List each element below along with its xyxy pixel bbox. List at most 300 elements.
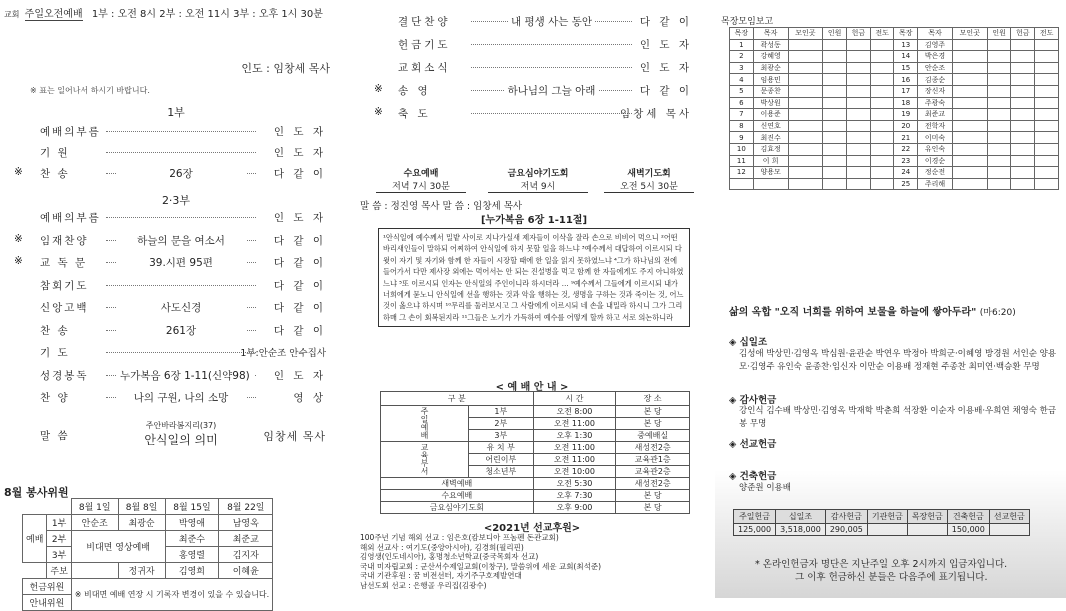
visit-leader: 김효정 bbox=[753, 143, 788, 155]
schedule-group bbox=[381, 406, 469, 442]
visit-header: 모인곳 bbox=[788, 28, 823, 40]
schedule-row bbox=[381, 442, 690, 454]
order-row bbox=[14, 232, 326, 247]
visit-header: 전도 bbox=[870, 28, 894, 40]
visit-empty-cell bbox=[847, 109, 871, 121]
visit-empty-cell bbox=[847, 120, 871, 132]
weekly-title: 새벽기도회 bbox=[627, 169, 671, 179]
visit-number: 13 bbox=[894, 39, 918, 51]
visit-empty-cell bbox=[870, 97, 894, 109]
order-content-text: 39.시편 95편 bbox=[145, 257, 217, 269]
leader: 인도 : 임창세 목사 bbox=[241, 62, 330, 75]
visit-empty-cell bbox=[870, 74, 894, 86]
schedule-time: 오전 11:00 bbox=[533, 454, 616, 466]
thanks-names: 강인식 김수배 박상민·김영옥 박재학 박춘희 석장환 이순자 이용배·우희연 채영숙 한금봉 무명 bbox=[739, 406, 1057, 429]
tithe-label: ◈ 십일조 bbox=[729, 337, 768, 348]
visit-empty-cell bbox=[952, 97, 987, 109]
order-label: 교회소식 bbox=[398, 62, 451, 74]
schedule-place: 새성전2층 bbox=[616, 478, 690, 490]
visit-empty-cell bbox=[987, 120, 1011, 132]
visit-number: 5 bbox=[730, 85, 754, 97]
schedule-name: 금요심야기도회 bbox=[381, 502, 534, 514]
visit-row bbox=[730, 39, 1059, 51]
order-row bbox=[26, 210, 326, 224]
visit-empty-cell bbox=[1011, 39, 1035, 51]
visit-empty-cell bbox=[1011, 120, 1035, 132]
schedule-name: 새벽예배 bbox=[381, 478, 534, 490]
visit-empty-cell bbox=[788, 39, 823, 51]
order-row bbox=[374, 106, 692, 120]
visit-leader: 김영주 bbox=[918, 39, 953, 51]
sermon-series: 주안바라봄지리(37) bbox=[145, 421, 217, 430]
visit-empty-cell bbox=[788, 62, 823, 74]
visit-empty-cell bbox=[788, 85, 823, 97]
name-cell: 이혜윤 bbox=[219, 563, 273, 579]
visit-empty-cell bbox=[1035, 109, 1059, 121]
visit-number: 14 bbox=[894, 51, 918, 63]
visit-empty-cell bbox=[870, 109, 894, 121]
visit-empty-cell bbox=[987, 132, 1011, 144]
schedule-time: 오전 8:00 bbox=[533, 406, 616, 418]
scripture-text: ¹안식일에 예수께서 밀밭 사이로 지나가실새 제자들이 이삭을 잘라 손으로 비비어 먹으니 ²어떤 바리새인들이 말하되 어찌하여 안식일에 하지 못할 일을 하느냐 ³예수께서 대답하여 이르시되 다윗이 자기 및 자기와 함께 한 자들이 시장할 때에 한 일을 읽지 못하였느냐 ⁴그가 하나님의 전에 들어가서 다만 제사장 외에는 먹어서는 안 되는 진설병을 먹고 함께 한 자들에게도 주지 아니하였느냐 ⁵또 이르시되 인자는 안식일의 주인이니라 하시더라 … ⁹예수께서 그들에게 이르시되 내가 너희에게 묻노니 안식일에 선을 행하는 것과 악을 행하는 것, 생명을 구하는 것과 죽이는 것, 어느 것이 옳으냐 하시며 ¹⁰무리를 둘러보시고 그 사람에게 이르시되 네 손을 내밀라 하시니 그가 그리하매 그 손이 회복된지라 ¹¹그들은 노기가 가득하여 예수를 어떻게 할까 하고 서로 의논하니라 bbox=[383, 233, 684, 322]
order-person: 다 같 이 bbox=[273, 234, 326, 247]
group-cell: 예배 bbox=[23, 515, 47, 563]
order-label: 임재찬양 bbox=[40, 234, 89, 247]
visit-leader: 주리해 bbox=[918, 178, 953, 190]
offering-type: 주일헌금 bbox=[734, 510, 776, 524]
dot-leader bbox=[106, 285, 256, 286]
visit-row bbox=[730, 143, 1059, 155]
visit-leader: 장신자 bbox=[918, 85, 953, 97]
name-cell: 정귀자 bbox=[118, 563, 165, 579]
order-content-text: 누가복음 6장 1-11(신약98) bbox=[116, 370, 254, 382]
visit-header: 모인곳 bbox=[952, 28, 987, 40]
visit-empty-cell bbox=[987, 143, 1011, 155]
visit-leader: 최준교 bbox=[918, 109, 953, 121]
visit-leader: 안순조 bbox=[918, 62, 953, 74]
schedule-time: 오전 11:00 bbox=[533, 418, 616, 430]
name-cell: 홍영렬 bbox=[165, 547, 219, 563]
schedule-name: 1부 bbox=[469, 406, 534, 418]
schedule-time: 오후 7:30 bbox=[533, 490, 616, 502]
offering-amount: 3,518,000 bbox=[776, 524, 826, 536]
offering-heading bbox=[729, 303, 1016, 318]
visit-row bbox=[730, 155, 1059, 167]
order-label: 신앙고백 bbox=[40, 302, 89, 314]
schedule-table bbox=[380, 391, 690, 514]
visit-leader: 정순전 bbox=[918, 167, 953, 179]
header-times: 1부 : 오전 8시 2부 : 오전 11시 3부 : 오후 1시 30분 bbox=[91, 9, 323, 20]
order-content bbox=[116, 368, 250, 383]
star-mark: ※ bbox=[14, 255, 23, 267]
visit-empty-cell bbox=[1035, 39, 1059, 51]
visit-empty-cell bbox=[823, 39, 847, 51]
visit-empty-cell bbox=[847, 39, 871, 51]
order-label: 기 원 bbox=[40, 147, 70, 159]
visit-row bbox=[730, 109, 1059, 121]
dot-leader bbox=[471, 113, 632, 114]
offering-panel bbox=[715, 0, 1066, 598]
mission-list bbox=[360, 533, 601, 591]
weekly-time: 오전 5시 30분 bbox=[604, 179, 694, 193]
visit-empty-cell bbox=[788, 132, 823, 144]
schedule-name: 청소년부 bbox=[469, 466, 534, 478]
offering-totals-table bbox=[733, 509, 1030, 536]
schedule-name: 2부 bbox=[469, 418, 534, 430]
offering-type: 십일조 bbox=[776, 510, 826, 524]
order-label: 기 도 bbox=[40, 347, 70, 359]
visit-empty-cell bbox=[847, 51, 871, 63]
order-person: 다 같 이 bbox=[273, 324, 326, 337]
star-mark: ※ bbox=[374, 106, 383, 118]
order-content bbox=[116, 166, 246, 181]
order-label: 찬 양 bbox=[40, 392, 70, 404]
visit-empty-cell bbox=[847, 62, 871, 74]
order-label: 송 영 bbox=[398, 85, 431, 97]
weekly-service-wed bbox=[376, 166, 466, 193]
visit-leader: 임용민 bbox=[753, 74, 788, 86]
order-content bbox=[481, 83, 622, 98]
order-person: 인 도 자 bbox=[639, 39, 692, 51]
visit-empty-cell bbox=[1011, 62, 1035, 74]
visit-empty-cell bbox=[1011, 132, 1035, 144]
order-person: 다 같 이 bbox=[639, 85, 692, 97]
schedule-time: 오후 9:00 bbox=[533, 502, 616, 514]
visit-empty-cell bbox=[1011, 109, 1035, 121]
order-person: 1부:안순조 안수집사 bbox=[240, 348, 326, 359]
building-label: ◈ 건축헌금 bbox=[729, 471, 777, 482]
star-mark: ※ bbox=[14, 232, 23, 245]
name-cell: 최준교 bbox=[219, 531, 273, 547]
visit-number: 16 bbox=[894, 74, 918, 86]
visit-empty-cell bbox=[870, 39, 894, 51]
order-label: 성경봉독 bbox=[40, 369, 89, 382]
visit-number: 17 bbox=[894, 85, 918, 97]
schedule-time: 오후 1:30 bbox=[533, 430, 616, 442]
order-person: 다 같 이 bbox=[273, 279, 326, 292]
offering-amount bbox=[867, 524, 907, 536]
name-cell: 김지자 bbox=[219, 547, 273, 563]
schedule-place: 본 당 bbox=[616, 418, 690, 430]
visit-empty-cell bbox=[952, 120, 987, 132]
visit-leader: 신연호 bbox=[753, 120, 788, 132]
visit-empty-cell bbox=[870, 132, 894, 144]
visit-empty-cell bbox=[1011, 167, 1035, 179]
visit-empty-cell bbox=[870, 143, 894, 155]
extra-role-cell: 헌금위원 bbox=[23, 579, 72, 595]
visit-empty-cell bbox=[823, 85, 847, 97]
schedule-place: 본 당 bbox=[616, 406, 690, 418]
visit-number: 9 bbox=[730, 132, 754, 144]
visit-leader: 이경순 bbox=[918, 155, 953, 167]
visit-row bbox=[730, 74, 1059, 86]
visit-empty-cell bbox=[1011, 51, 1035, 63]
visit-leader: 박상원 bbox=[753, 97, 788, 109]
visit-leader: 이미숙 bbox=[918, 132, 953, 144]
visit-empty-cell bbox=[823, 120, 847, 132]
order-label: 참회기도 bbox=[40, 279, 89, 292]
visit-empty-cell bbox=[987, 39, 1011, 51]
service-committee-table bbox=[22, 498, 273, 611]
name-cell: 김영희 bbox=[165, 563, 219, 579]
schedule-row bbox=[381, 478, 690, 490]
star-mark: ※ bbox=[374, 83, 383, 95]
order-person: 다 같 이 bbox=[273, 257, 326, 269]
name-cell: 최광순 bbox=[118, 515, 165, 531]
order-content-text: 하나님의 그늘 아래 bbox=[505, 85, 599, 97]
visit-empty-cell bbox=[847, 178, 871, 190]
standing-note: ※ 표는 일어나서 하시기 바랍니다. bbox=[30, 86, 150, 95]
visit-number: 6 bbox=[730, 97, 754, 109]
visit-number: 15 bbox=[894, 62, 918, 74]
schedule-place: 새성전2층 bbox=[616, 442, 690, 454]
visit-empty-cell bbox=[952, 132, 987, 144]
order-content bbox=[116, 390, 246, 405]
mission-line: 국내 미자립교회 : 군산서수제일교회(이창구), 말씀위에 세운 교회(최석준) bbox=[360, 561, 602, 571]
visit-row bbox=[730, 97, 1059, 109]
visit-empty-cell bbox=[952, 109, 987, 121]
visit-empty-cell bbox=[1011, 74, 1035, 86]
order-row bbox=[26, 390, 326, 404]
visit-empty-cell bbox=[987, 51, 1011, 63]
order-label: 찬 송 bbox=[40, 168, 70, 180]
order-content bbox=[116, 255, 246, 270]
name-cell bbox=[71, 563, 118, 579]
worship-order-continued-panel bbox=[356, 0, 708, 598]
visit-row bbox=[730, 132, 1059, 144]
visit-empty-cell bbox=[952, 74, 987, 86]
visit-number: 3 bbox=[730, 62, 754, 74]
visit-empty-cell bbox=[952, 51, 987, 63]
dot-leader bbox=[106, 352, 256, 353]
visit-empty-cell bbox=[870, 85, 894, 97]
visit-row bbox=[730, 85, 1059, 97]
notice-line: * 온라인헌금자 명단은 지난주일 오후 2시까지 입금자입니다. bbox=[755, 559, 1008, 570]
visit-row bbox=[730, 62, 1059, 74]
schedule-time: 오전 5:30 bbox=[533, 478, 616, 490]
header-title: 주일오전예배 bbox=[24, 9, 83, 20]
order-label: 교 독 문 bbox=[40, 257, 88, 269]
schedule-header: 장 소 bbox=[616, 392, 690, 406]
visit-empty-cell bbox=[1035, 120, 1059, 132]
visit-number: 8 bbox=[730, 120, 754, 132]
order-row bbox=[26, 278, 326, 292]
visit-empty-cell bbox=[823, 62, 847, 74]
visit-leader: 유인숙 bbox=[918, 143, 953, 155]
offering-type: 선교헌금 bbox=[989, 510, 1029, 524]
schedule-header: 구 분 bbox=[381, 392, 534, 406]
visit-empty-cell bbox=[952, 39, 987, 51]
schedule-place: 본 당 bbox=[616, 502, 690, 514]
order-person: 임창세 목사 bbox=[619, 108, 692, 120]
order-row bbox=[386, 60, 692, 74]
schedule-place: 교육관2층 bbox=[616, 466, 690, 478]
name-cell: 안순조 bbox=[71, 515, 118, 531]
service-note: ※ 비대면 예배 연장 시 기록자 변경이 있을 수 있습니다. bbox=[71, 579, 272, 611]
order-row bbox=[14, 255, 326, 269]
date-cell: 8월 8일 bbox=[118, 499, 165, 515]
visit-number: 10 bbox=[730, 143, 754, 155]
order-row bbox=[386, 14, 692, 28]
visit-leader: 전학자 bbox=[918, 120, 953, 132]
order-content-text: 26장 bbox=[165, 168, 197, 180]
visit-empty-cell bbox=[788, 51, 823, 63]
visit-number: 2 bbox=[730, 51, 754, 63]
sermon-label: 말 씀 bbox=[40, 430, 70, 442]
visit-empty-cell bbox=[987, 74, 1011, 86]
visit-number: 20 bbox=[894, 120, 918, 132]
visit-leader: 양용모 bbox=[753, 167, 788, 179]
visit-empty-cell bbox=[870, 178, 894, 190]
weekly-service-dawn bbox=[604, 166, 694, 193]
visit-header: 목장 bbox=[730, 28, 754, 40]
visit-header: 전도 bbox=[1035, 28, 1059, 40]
weekly-service-fri bbox=[488, 166, 588, 193]
order-content-text: 하늘의 문을 여소서 bbox=[133, 235, 229, 247]
part-cell: 2부 bbox=[47, 531, 71, 547]
visit-empty-cell bbox=[1035, 74, 1059, 86]
visit-number: 12 bbox=[730, 167, 754, 179]
weekly-speakers: 말 씀 : 정진영 목사 말 씀 : 임창세 목사 bbox=[360, 201, 523, 212]
mission-title: <2021년 선교후원> bbox=[483, 523, 581, 534]
schedule-time: 오전 10:00 bbox=[533, 466, 616, 478]
visit-row bbox=[730, 167, 1059, 179]
mission-line: 남선도회 선교 : 은행골 우리집(김광수) bbox=[360, 580, 487, 590]
visit-empty-cell bbox=[1011, 97, 1035, 109]
visit-empty-cell bbox=[987, 178, 1011, 190]
visit-leader: 이용준 bbox=[753, 109, 788, 121]
notice-line: 그 이후 헌금하신 분들은 다음주에 표기됩니다. bbox=[795, 572, 988, 583]
order-row bbox=[26, 300, 326, 314]
mission-line: 100주년 기념 해외 선교 : 임은호(캄보디아 프놈펜 돈관교회) bbox=[360, 533, 559, 542]
visit-empty-cell bbox=[847, 132, 871, 144]
visit-row bbox=[730, 120, 1059, 132]
visit-number: 19 bbox=[894, 109, 918, 121]
schedule-name: 어린이부 bbox=[469, 454, 534, 466]
weekly-time: 저녁 9시 bbox=[488, 179, 588, 193]
dot-leader bbox=[471, 67, 632, 68]
visit-number: 18 bbox=[894, 97, 918, 109]
order-content bbox=[481, 14, 622, 29]
visit-empty-cell bbox=[788, 167, 823, 179]
scripture-box bbox=[378, 215, 690, 327]
visit-leader: 최광순 bbox=[753, 62, 788, 74]
visit-empty-cell bbox=[952, 155, 987, 167]
visit-empty-cell bbox=[847, 167, 871, 179]
visit-empty-cell bbox=[987, 62, 1011, 74]
visit-header: 헌금 bbox=[847, 28, 871, 40]
visit-empty-cell bbox=[847, 74, 871, 86]
order-content-text: 261장 bbox=[162, 325, 200, 337]
visit-empty-cell bbox=[788, 178, 823, 190]
scripture-title: [누가복음 6장 1-11절] bbox=[379, 215, 689, 226]
visit-empty-cell bbox=[1035, 167, 1059, 179]
visit-empty-cell bbox=[788, 74, 823, 86]
part-cell: 3부 bbox=[47, 547, 71, 563]
visit-leader: 주광숙 bbox=[918, 97, 953, 109]
offering-type: 감사헌금 bbox=[825, 510, 867, 524]
offering-amount: 125,000 bbox=[734, 524, 776, 536]
church-logo-text: 교회 bbox=[4, 10, 20, 19]
order-person: 다 같 이 bbox=[639, 16, 692, 28]
order-content bbox=[116, 323, 246, 338]
offering-type: 건축헌금 bbox=[947, 510, 989, 524]
section-2-title: 2·3부 bbox=[161, 194, 191, 207]
order-person: 인 도 자 bbox=[273, 147, 326, 159]
visit-header: 목장 bbox=[894, 28, 918, 40]
building-names: 양준원 이용배 bbox=[739, 483, 791, 493]
visit-report-title: 목장모임보고 bbox=[721, 17, 774, 27]
order-person: 인 도 자 bbox=[273, 369, 326, 382]
visit-header: 목자 bbox=[918, 28, 953, 40]
visit-report-table bbox=[729, 27, 1059, 190]
service-committee-title: 8월 봉사위원 bbox=[4, 486, 69, 499]
order-label: 예배의부름 bbox=[40, 126, 101, 138]
order-row bbox=[386, 37, 692, 51]
order-row bbox=[26, 124, 326, 138]
visit-empty-cell bbox=[788, 97, 823, 109]
offering-amount: 290,005 bbox=[825, 524, 867, 536]
visit-empty-cell bbox=[952, 85, 987, 97]
offering-ref: (마6:20) bbox=[979, 308, 1016, 318]
order-person: 다 같 이 bbox=[273, 168, 326, 180]
schedule-title: < 예 배 안 내 > bbox=[495, 382, 569, 393]
schedule-group-text: 교육부서 bbox=[420, 442, 429, 475]
order-person: 인 도 자 bbox=[273, 126, 326, 138]
visit-number: 1 bbox=[730, 39, 754, 51]
visit-empty-cell bbox=[823, 74, 847, 86]
visit-empty-cell bbox=[823, 97, 847, 109]
visit-leader bbox=[753, 178, 788, 190]
order-label: 헌금기도 bbox=[398, 39, 451, 51]
visit-empty-cell bbox=[823, 132, 847, 144]
order-label: 결단찬양 bbox=[398, 16, 451, 28]
name-cell: 박영애 bbox=[165, 515, 219, 531]
date-cell: 8월 15일 bbox=[165, 499, 219, 515]
order-content-text: 나의 구원, 나의 소망 bbox=[130, 392, 233, 404]
section-1-title: 1부 bbox=[167, 106, 185, 119]
visit-number: 23 bbox=[894, 155, 918, 167]
date-cell: 8월 1일 bbox=[71, 499, 118, 515]
visit-empty-cell bbox=[823, 51, 847, 63]
visit-leader: 이 희 bbox=[753, 155, 788, 167]
visit-leader: 강혜영 bbox=[753, 51, 788, 63]
visit-number: 4 bbox=[730, 74, 754, 86]
sermon-title: 안식일의 의미 bbox=[144, 433, 218, 447]
online-offering-notice bbox=[755, 558, 1007, 584]
visit-empty-cell bbox=[847, 143, 871, 155]
thanks-label: ◈ 감사헌금 bbox=[729, 395, 777, 406]
dot-leader bbox=[106, 217, 256, 218]
schedule-place: 본 당 bbox=[616, 490, 690, 502]
date-cell: 8월 22일 bbox=[219, 499, 273, 515]
visit-empty-cell bbox=[1011, 143, 1035, 155]
order-person: 다 같 이 bbox=[273, 302, 326, 314]
visit-number: 11 bbox=[730, 155, 754, 167]
visit-header: 목자 bbox=[753, 28, 788, 40]
mission-offering-label: ◈ 선교헌금 bbox=[729, 439, 777, 450]
visit-empty-cell bbox=[788, 155, 823, 167]
visit-row bbox=[730, 51, 1059, 63]
mission-line: 해외 선교사 : 여기도(중앙아시아), 김경희(필리핀) bbox=[360, 542, 524, 552]
visit-empty-cell bbox=[847, 85, 871, 97]
visit-empty-cell bbox=[823, 178, 847, 190]
visit-empty-cell bbox=[1035, 155, 1059, 167]
visit-empty-cell bbox=[788, 143, 823, 155]
schedule-group-text: 주일예배 bbox=[420, 406, 429, 439]
visit-number: 24 bbox=[894, 167, 918, 179]
extra-role-cell: 안내위원 bbox=[23, 595, 72, 611]
